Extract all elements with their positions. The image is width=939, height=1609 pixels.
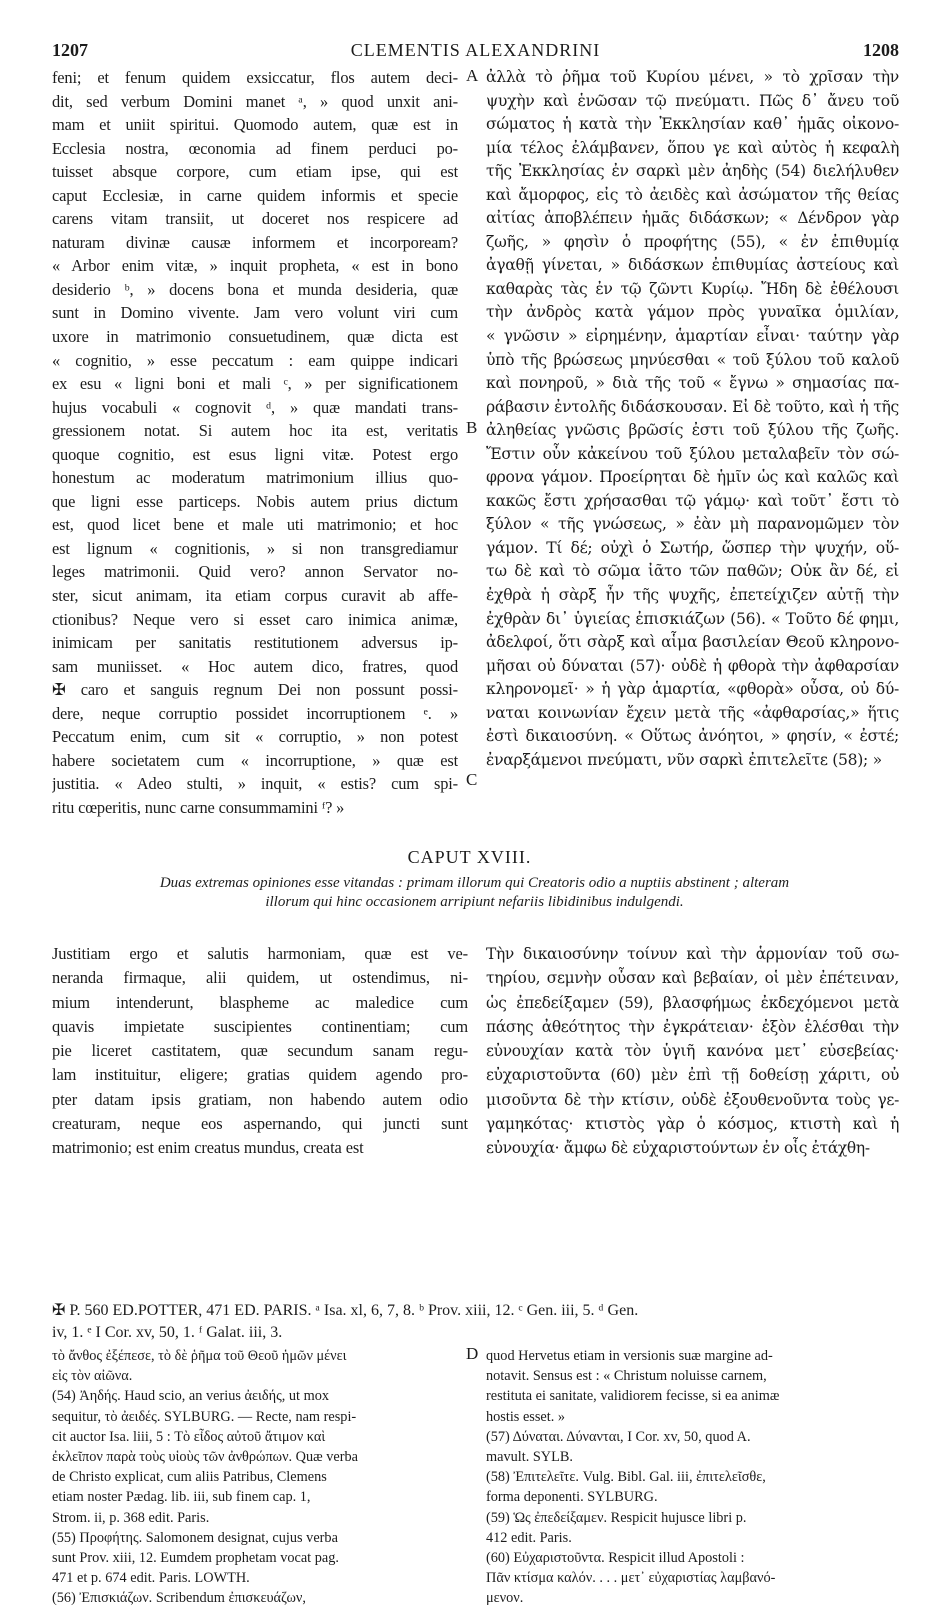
latin-text-line: carens vitam transiit, ut doceret nos respicere ad [52,209,458,229]
footnote-reference-line: ✠ P. 560 ED.POTTER, 471 ED. PARIS. ᵃ Isa. xl, 6, 7, 8. ᵇ Prov. xiii, 12. ᶜ Gen. iii, 5. ᵈ Gen. [52,1302,639,1319]
greek-text-line: ἐχθρὰν δι᾽ ὑγιείας ἐπισκιάζων (56). « Τοῦτο δέ φημι, [486,609,899,628]
note-text-line: restituta ei sanitate, validiorem fecisse, si ea animæ [486,1388,780,1405]
page-number-left: 1207 [52,40,88,60]
section-marker-c: C [466,770,478,789]
latin-text-line: feni; et fenum quidem exsiccatur, flos autem deci- [52,68,458,87]
greek-text-line: ράβασιν ἐντολῆς διδάσκουσαν. Εἰ δὲ τοῦτο, καὶ ἡ τῆς [486,397,899,416]
chapter-summary [50,874,899,912]
latin-text-line: sam muniisset. « Hoc autem dico, fratres, quod [52,656,458,676]
greek-column-chapter [486,942,899,1161]
chapter-summary-line: Duas extremas opiniones esse vitandas : primam illorum qui Creatoris odio a nuptiis abstinent ; alteram [159,875,790,891]
latin-text-line: dere, neque corruptio possidet incorruptionem ᵉ. » [52,703,458,723]
chapter-summary-line: illorum qui hinc occasionem arripiunt nefariis libidinibus indulgendi. [265,894,684,910]
latin-text-line: Peccatum enim, cum sit « corruptio, » non potest [52,727,458,747]
greek-text-line: σώματος ἡ κατὰ τὴν Ἐκκλησίαν καθ᾽ ἡμᾶς οἰκονο- [486,115,899,134]
note-text-line: quod Hervetus etiam in versionis suæ margine ad- [486,1348,773,1364]
latin-text-line: creaturam, neque eos aspernando, qui juncti sunt [52,1114,468,1134]
latin-text-line: est, quod licet bene et male uti matrimonio; et hoc [52,515,458,535]
footnote-references [52,1300,899,1344]
latin-text-line: Ecclesia nostra, œconomia ad finem perduci po- [52,138,458,158]
note-text-line: (59) Ὡς ἐπεδείξαμεν. Respicit hujusce libri p. [486,1509,747,1526]
note-text-line: de Christo explicat, cum aliis Patribus, Clemens [52,1469,327,1486]
note-text-line: μενον. [486,1590,524,1607]
latin-text-line: ster, sicut animam, ita etiam corpus curavit ab affe- [52,586,458,606]
greek-text-line: μία τέλος ἐλάμβανεν, ὅπου γε καὶ αὐτὸς ἡ κεφαλὴ [486,138,899,157]
chapter-title: CAPUT XVIII. [407,847,532,867]
latin-text-line: neranda firmaque, alii quidem, ut ostendimus, ni- [52,968,468,988]
greek-text-line: πάσης ἀθεότητος τὴν ἐγκράτειαν· ἐξὸν ἑλέσθαι τὴν [486,1017,899,1036]
note-text-line: Strom. ii, p. 368 edit. Paris. [52,1509,210,1526]
note-text-line: sunt Prov. xiii, 12. Eumdem prophetam vocat pag. [52,1550,339,1567]
latin-text-line: quavis impietate suscipientes continentiam; cum [52,1016,468,1036]
running-title: CLEMENTIS ALEXANDRINI [350,40,601,60]
note-text-line: forma deponenti. SYLBURG. [486,1489,658,1506]
greek-text-line: εὐνουχία· ἄμφω δὲ εὐχαριστούντων ἐν οἷς ἐτάχθη- [486,1139,870,1158]
greek-text-line: ξύλον « τῆς γνώσεως, » ἐὰν μὴ παρανομῶμεν τὸν [486,515,899,534]
note-text-line: notavit. Sensus est : « Christum noluisse carnem, [486,1368,767,1385]
section-marker-b: B [466,418,478,437]
latin-column-top [52,66,458,820]
footnote-reference-line: iv, 1. ᵉ I Cor. xv, 50, 1. ᶠ Galat. iii, 3. [52,1324,283,1341]
greek-text-line: τω δὲ καὶ τὸ σῶμα ἰᾶτο τῶν παθῶν; Οὐκ ἂν δέ, εἰ [486,562,899,581]
latin-text-line: hujus vocabuli « cognovit ᵈ, » quæ mandati trans- [52,397,458,417]
greek-text-line: ὑπὸ τῆς βρώσεως μηνύεσθαι « τοῦ ξύλου τοῦ καλοῦ [486,350,899,369]
greek-text-line: ἀγαθῇ γίνεται, » διδάσκων ἐπιθυμίας ἀστείους καὶ [486,256,899,275]
latin-text-line: gressionem notat. Si autem hoc ita est, veritatis [52,421,458,441]
greek-text-line: τῆς Ἐκκλησίας ἐν σαρκὶ μὲν ἀηδὴς (54) διελήλυθεν [486,162,899,181]
latin-text-line: matrimonio; est enim creatus mundus, creata est [52,1138,364,1158]
latin-text-line: desiderio ᵇ, » docens bona et munda desideria, quæ [52,279,458,299]
latin-text-line: uxore in matrimonio consuetudinem, quæ dicta est [52,327,458,347]
latin-text-line: ritu cœperitis, nunc carne consummamini ᶠ? » [52,797,345,817]
greek-text-line: φρονα γάμον. Προείρηται δὲ ἡμῖν ὡς καὶ καλῶς καὶ [486,468,899,487]
note-text-line: sequitur, τὸ ἀειδές. SYLBURG. — Recte, nam respi- [52,1408,357,1425]
latin-text-line: mam et uniit spiritui. Quomodo autem, quæ est in [52,115,458,135]
latin-text-line: justitia. « Adeo stulti, » inquit, « estis? cum spi- [52,774,458,794]
note-text-line: (57) Δύναται. Δύνανται, I Cor. xv, 50, quod A. [486,1428,751,1445]
note-text-line: (54) Ἀηδής. Haud scio, an verius ἀειδής, ut mox [52,1388,329,1405]
latin-text-line: naturam divinæ causæ informem et incorpoream? [52,232,458,252]
latin-text-line: tuisset absque corpore, cum etiam ipse, qui est [52,162,458,182]
running-header [52,40,899,64]
greek-text-line: τηρίου, σεμνὴν οὖσαν καὶ βεβαίαν, οἱ μὲν ἐπέτειναν, [486,969,899,988]
greek-text-line: ναται κοινωνίαν ἔχειν μετὰ τῆς «ἀφθαρσίας,» ἥτις [486,703,899,722]
note-text-line: (60) Εὐχαριστοῦντα. Respicit illud Apostoli : [486,1550,745,1567]
latin-text-line: honestum ac moderatum matrimonium illius quo- [52,468,458,488]
latin-text-line: dit, sed verbum Domini manet ᵃ, » quod unxit ani- [52,91,458,111]
greek-text-line: ἐστὶ δικαιοσύνη. « Οὕτως ἀνόητοι, » φησίν, « ἐστέ; [486,727,899,746]
greek-text-line: ἀλλὰ τὸ ῥῆμα τοῦ Κυρίου μένει, » τὸ χρῖσαν τὴν [486,68,899,86]
latin-text-line: mium intenderunt, blaspheme ac maledice cum [52,992,468,1012]
latin-text-line: leges matrimonii. Quid vero? annon Servator no- [52,562,458,582]
latin-text-line: pter datam ipsis gratiam, non habendo autem odio [52,1089,468,1109]
greek-column-top [486,66,899,772]
latin-text-line: quoque cognitio, est esus ligni vitæ. Potest ergo [52,444,458,464]
greek-text-line: ἀδελφοί, ὅτι σὰρξ καὶ αἷμα βασιλείαν Θεοῦ κληρονο- [486,633,899,652]
latin-text-line: caput Ecclesiæ, in carne quidem informis et specie [52,185,458,205]
greek-text-line: εὐχαριστοῦντα (60) μὲν ἐπὶ τῇ δοθείσῃ χάριτι, οὐ [486,1066,899,1085]
greek-text-line: ψυχὴν καὶ ἑνῶσαν τῷ πνεύματι. Πῶς δ᾽ ἄνευ τοῦ [486,91,899,110]
greek-text-line: Τὴν δικαιοσύνην τοίνυν καὶ τὴν ἁρμονίαν τοῦ σω- [486,945,899,963]
greek-text-line: κληρονομεῖ· » ἡ γὰρ ἁμαρτία, «φθορὰ» οὖσα, οὐ δύ- [486,680,899,699]
note-text-line: 412 edit. Paris. [486,1529,572,1546]
greek-text-line: « γνῶσιν » εἰρημένην, ἁμαρτίαν εἶναι· ταύτην γὰρ [486,327,899,346]
latin-text-line: pie liceret castitatem, quæ secundum sanam regu- [52,1041,468,1061]
latin-text-line: sunt in Domino vivente. Jam vero volunt viri cum [52,303,458,323]
section-marker-d: D [466,1344,479,1363]
latin-text-line: « cognitio, » esse peccatum : eam quippe indicari [52,350,458,370]
note-text-line: hostis esset. » [486,1408,566,1425]
greek-text-line: καθαρὰς τὰς ἐν τῷ ζῶντι Κυρίῳ. Ἤδη δὲ ἐθέλουσι [486,279,899,298]
greek-text-line: ὡς ἐπεδείξαμεν (59), βλασφήμως ἐκδεχόμενοι μετὰ [486,993,899,1012]
note-text-line: cit auctor Isa. liii, 5 : Τὸ εἶδος αὐτοῦ ἄτιμον καὶ [52,1428,326,1445]
latin-text-line: ✠ caro et sanguis regnum Dei non possunt possi- [52,680,458,700]
latin-column-chapter [52,942,468,1161]
greek-text-line: ἐχθρὰ ἡ σὰρξ ἦν τῆς ψυχῆς, ἐπετείχιζεν αὐτῇ τὴν [486,586,899,605]
note-text-line: 471 et p. 674 edit. Paris. LOWTH. [52,1570,250,1587]
latin-text-line: ex esu « ligni boni et mali ᶜ, » per significationem [52,374,458,394]
greek-text-line: μισοῦντα δὲ τὴν κτίσιν, οὐδὲ ἐξουθενοῦντα τοὺς γε- [486,1090,899,1109]
page-number-right: 1208 [863,40,899,60]
greek-text-line: καὶ πονηροῦ, » διὰ τῆς τοῦ « ἔγνω » σημασίας πα- [486,374,899,393]
greek-text-line: τὴν ἀνδρὸς κατὰ γάμον πρὸς γυναῖκα ὁμιλίαν, [486,303,899,322]
greek-text-line: κακῶς ἔστι χρήσασθαι τῷ γάμῳ· καὶ τοῦτ᾽ ἔστι τὸ [486,491,899,510]
latin-text-line: Justitiam ergo et salutis harmoniam, quæ est ve- [52,944,468,963]
note-text-line: Πᾶν κτίσμα καλόν. . . . μετ᾽ εὐχαριστίας λαμβανό- [486,1570,776,1587]
greek-text-line: γάμον. Τί δέ; οὐχὶ ὁ Σωτήρ, ὥσπερ τὴν ψυχήν, οὕ- [486,538,899,557]
greek-text-line: μῆσαι οὐ δύναται (57)· οὐδὲ ἡ φθορὰ τὴν ἀφθαρσίαν [486,656,899,675]
greek-text-line: ζωῆς, » φησὶν ὁ προφήτης (55), « ἐν ἐπιθυμίᾳ [486,232,899,251]
latin-text-line: est lignum « cognitionis, » si non transgrediamur [52,538,458,558]
note-text-line: τὸ ἄνθος ἐξέπεσε, τὸ δὲ ῥῆμα τοῦ Θεοῦ ἡμῶν μένει [52,1348,347,1364]
latin-text-line: que ligni esse particeps. Nobis autem prius dictum [52,491,458,511]
latin-text-line: ctionibus? Neque vero si esset caro inimica animæ, [52,609,458,629]
latin-text-line: habere societatem cum « incorruptione, » quæ est [52,750,458,770]
note-text-line: ἐκλεῖπον παρὰ τοὺς υἱοὺς τῶν ἀνθρώπων. Quæ verba [52,1449,359,1466]
note-text-line: (55) Προφήτης. Salomonem designat, cujus verba [52,1529,338,1546]
section-marker-a: A [466,66,479,85]
latin-text-line: « Arbor enim vitæ, » inquit propheta, « est in bono [52,256,458,276]
note-text-line: etiam noster Pædag. lib. iii, sub finem cap. 1, [52,1489,311,1506]
notes-left-column [52,1346,462,1609]
note-text-line: (58) Ἐπιτελεῖτε. Vulg. Bibl. Gal. iii, ἐπιτελεῖσθε, [486,1469,766,1486]
greek-text-line: καὶ ἄμορφος, εἰς τὸ ἀειδὲς καὶ ἀσώματον τῆς θείας [486,185,899,204]
greek-text-line: γαμηκότας· κτιστὸς γὰρ ὁ κόσμος, κτιστὴ καὶ ἡ [486,1115,899,1134]
notes-right-column [486,1346,899,1609]
latin-text-line: lam instituitur, eligere; gratias quidem agendo pro- [52,1065,468,1085]
note-text-line: εἰς τὸν αἰῶνα. [52,1368,133,1385]
note-text-line: (56) Ἐπισκιάζων. Scribendum ἐπισκευάζων, [52,1590,306,1607]
note-text-line: mavult. SYLB. [486,1449,573,1466]
latin-text-line: inimicam per sanitatis restitutionem adversus ip- [52,633,458,653]
greek-text-line: ἐναρξάμενοι πνεύματι, νῦν σαρκὶ ἐπιτελεῖτε (58); » [486,750,882,769]
greek-text-line: Ἔστιν οὖν κἀκείνου τοῦ ξύλου μεταλαβεῖν τὸν σώ- [486,444,899,463]
greek-text-line: εὐνουχίαν κατὰ τὸν ὑγιῆ κανόνα μετ᾽ εὐσεβείας· [486,1042,899,1061]
greek-text-line: ἀληθείας γνῶσις βρῶσίς ἐστι τοῦ ξύλου τῆς ζωῆς. [486,421,899,440]
greek-text-line: αἰτίας ἀποβλέπειν ἡμᾶς διδάσκων; « Δένδρον γὰρ [486,209,899,228]
